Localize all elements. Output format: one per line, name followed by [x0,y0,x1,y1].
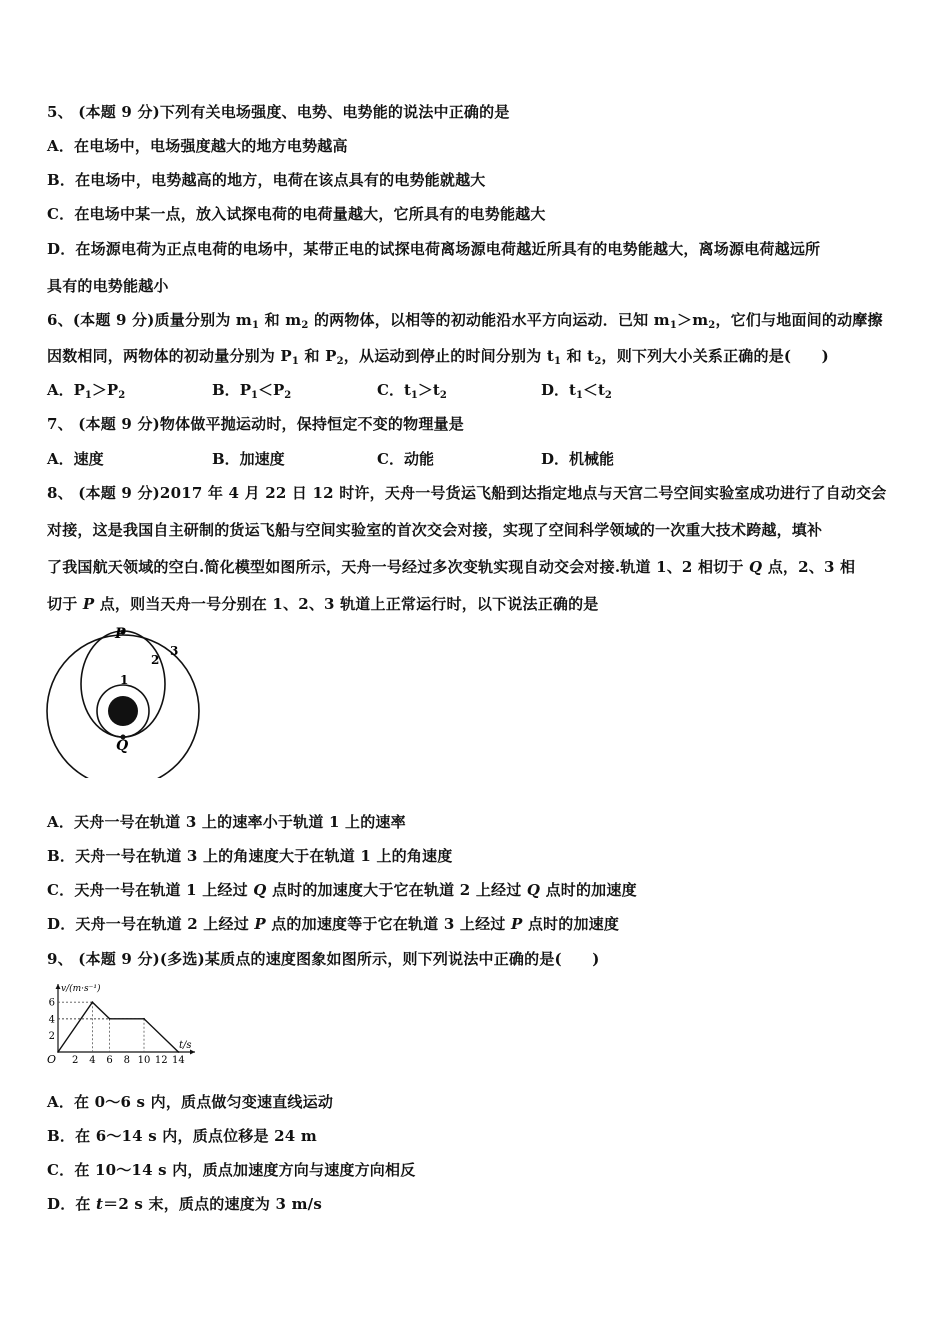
q9-option-d: D．在 t＝2 s 末，质点的速度为 3 m/s [47,1195,322,1213]
x-axis-label: t/s [179,1040,192,1051]
data-point [143,1018,145,1020]
q9-option-b: B．在 6～14 s 内，质点位移是 24 m [47,1127,317,1145]
q7-option-c: C．动能 [377,450,434,468]
q9-option-a: A．在 0～6 s 内，质点做匀变速直线运动 [47,1093,334,1111]
q8-option-d: D．天舟一号在轨道 2 上经过 P 点的加速度等于它在轨道 3 上经过 P 点时的加速度 [47,915,620,933]
label-p: P [115,626,126,642]
x-tick-label: 6 [106,1055,113,1066]
x-tick-label: 12 [154,1055,168,1066]
q8-option-a: A．天舟一号在轨道 3 上的速率小于轨道 1 上的速率 [47,813,406,831]
label-orbit-2: 2 [151,653,160,667]
q8-option-b: B．天舟一号在轨道 3 上的角速度大于在轨道 1 上的角速度 [47,847,453,865]
label-orbit-3: 3 [170,644,179,658]
q5-option-c: C．在电场中某一点，放入试探电荷的电荷量越大，它所具有的电势能越大 [47,205,546,223]
velocity-time-chart [44,980,204,1072]
q8-stem-line4: 切于 P 点，则当天舟一号分别在 1、2、3 轨道上正常运行时，以下说法正确的是 [47,595,599,613]
origin-label: O [47,1053,57,1066]
q6-option-d: D．$t_1<t_2$ [541,381,612,401]
q8-option-c: C．天舟一号在轨道 1 上经过 Q 点时的加速度大于它在轨道 2 上经过 Q 点时的加速度 [47,881,637,899]
data-point [178,1051,180,1053]
y-axis-arrow [56,984,61,989]
q8-stem-line2: 对接，这是我国自主研制的货运飞船与空间实验室的首次交会对接，实现了空间科学领域的一次重大技术跨越，填补 [47,521,823,539]
q8-stem-line1: 8、 (本题 9 分)2017 年 4 月 22 日 12 时许，天舟一号货运飞船到达指定地点与天宫二号空间实验室成功进行了自动交会 [47,484,887,502]
data-point [57,1051,59,1053]
y-tick-label: 6 [48,997,55,1009]
q5-option-d-cont: 具有的电势能越小 [47,277,169,295]
q5-option-b: B．在电场中，电势越高的地方，电荷在该点具有的电势能就越大 [47,171,486,189]
q6-stem-line1: 6、(本题 9 分)质量分别为 $m_1$ 和 $m_2$ 的两物体，以相等的初动能沿水平方向运动．已知 $m_1>m_2$，它们与地面间的动摩擦 [47,311,883,331]
q5-option-d: D．在场源电荷为正点电荷的电场中，某带正电的试探电荷离场源电荷越近所具有的电势能越大，离场源电荷越远所 [47,240,821,258]
label-q: Q [116,738,129,754]
orbit-diagram [44,626,206,778]
data-point [92,1001,94,1003]
q9-stem: 9、 (本题 9 分)(多选)某质点的速度图象如图所示，则下列说法中正确的是( ) [47,950,600,968]
q7-stem: 7、 (本题 9 分)物体做平抛运动时，保持恒定不变的物理量是 [47,415,464,433]
x-tick-label: 14 [172,1055,185,1066]
x-tick-label: 10 [137,1055,151,1066]
y-tick-label: 4 [48,1014,55,1026]
y-axis-label: v/(m·s⁻¹) [61,984,101,994]
q7-option-b: B．加速度 [212,450,285,468]
x-tick-label: 2 [72,1055,79,1066]
label-orbit-1: 1 [120,673,129,687]
q7-option-a: A．速度 [47,450,104,468]
q5-option-a: A．在电场中，电场强度越大的地方电势越高 [47,137,348,155]
q6-option-b: B．$P_1<P_2$ [212,381,292,401]
x-tick-label: 4 [89,1055,96,1066]
data-point [109,1018,111,1020]
q9-option-c: C．在 10～14 s 内，质点加速度方向与速度方向相反 [47,1161,416,1179]
q6-stem-line2: 因数相同，两物体的初动量分别为 $P_1$ 和 $P_2$，从运动到停止的时间分别为 $t_1$ 和 $t_2$，则下列大小关系正确的是( ) [47,347,829,367]
q6-option-c: C．$t_1>t_2$ [377,381,447,401]
velocity-series-line [58,1002,178,1052]
q5-stem: 5、 (本题 9 分)下列有关电场强度、电势、电势能的说法中正确的是 [47,103,510,121]
y-tick-label: 2 [48,1030,55,1042]
q6-option-a: A．$P_1>P_2$ [47,381,126,401]
central-body [108,696,138,726]
x-tick-label: 8 [123,1055,130,1066]
q8-stem-line3: 了我国航天领域的空白.简化模型如图所示，天舟一号经过多次变轨实现自动交会对接.轨道 1、2 相切于 Q 点，2、3 相 [47,558,856,576]
q7-option-d: D．机械能 [541,450,615,468]
